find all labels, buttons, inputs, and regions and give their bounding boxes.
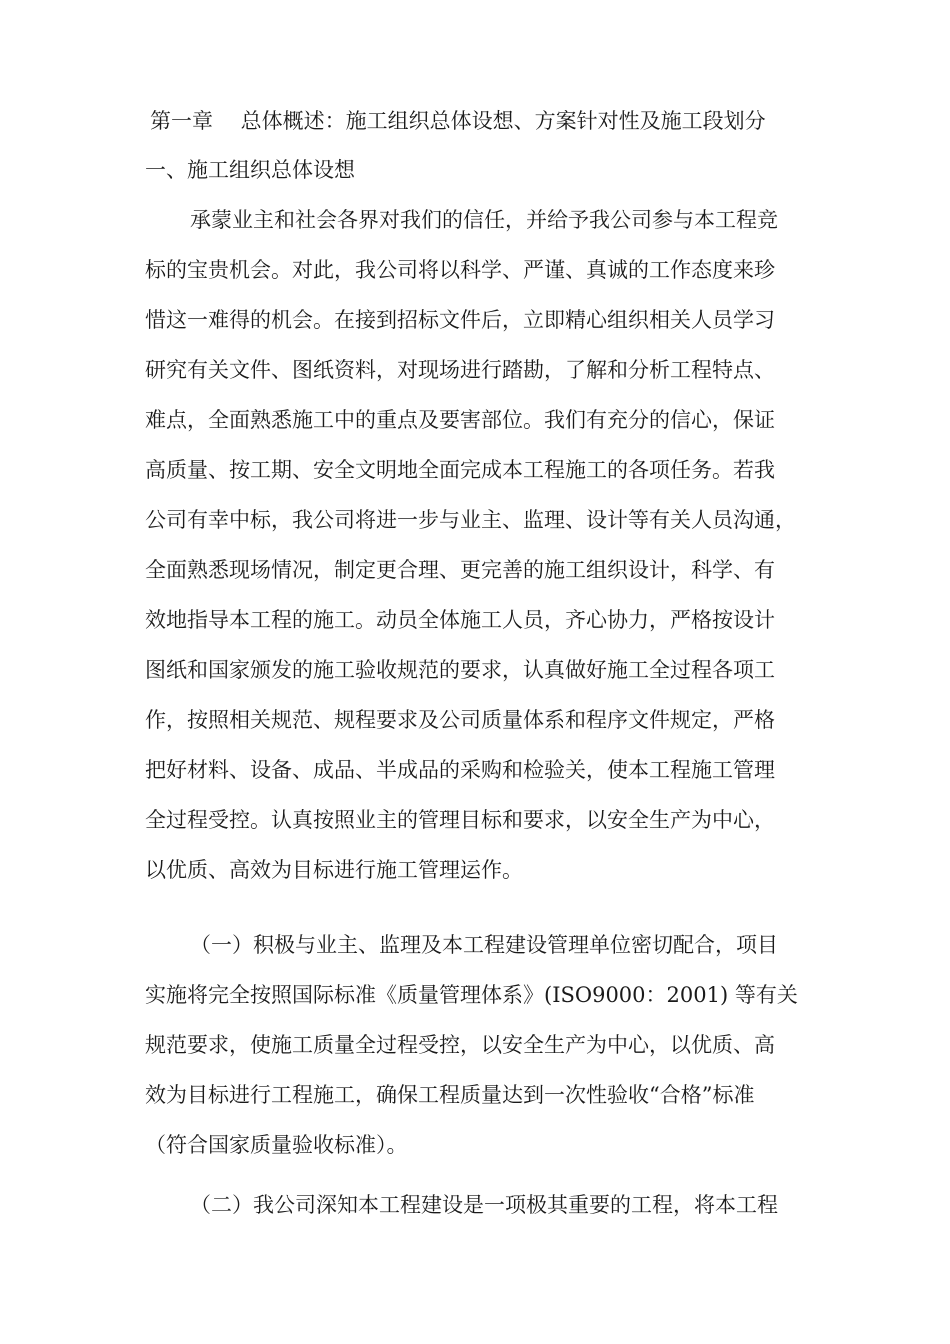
paragraph-line: 图纸和国家颁发的施工验收规范的要求，认真做好施工全过程各项工: [145, 658, 775, 682]
paragraph-line: 作，按照相关规范、规程要求及公司质量体系和程序文件规定，严格: [145, 708, 775, 732]
paragraph-line: 规范要求，使施工质量全过程受控，以安全生产为中心，以优质、高: [145, 1033, 775, 1057]
paragraph-line: 全过程受控。认真按照业主的管理目标和要求，以安全生产为中心，: [145, 808, 775, 832]
paragraph-line: 效为目标进行工程施工，确保工程质量达到一次性验收“合格”标准: [145, 1083, 755, 1107]
paragraph-line: 公司有幸中标，我公司将进一步与业主、监理、设计等有关人员沟通，: [145, 508, 796, 532]
paragraph-line: 标的宝贵机会。对此，我公司将以科学、严谨、真诚的工作态度来珍: [145, 258, 775, 282]
paragraph-line: 以优质、高效为目标进行施工管理运作。: [145, 858, 523, 882]
paragraph-line: 高质量、按工期、安全文明地全面完成本工程施工的各项任务。若我: [145, 458, 775, 482]
chapter-title: 第一章 总体概述：施工组织总体设想、方案针对性及施工段划分: [150, 109, 766, 133]
paragraph-line: 效地指导本工程的施工。动员全体施工人员，齐心协力，严格按设计: [145, 608, 775, 632]
paragraph-line: 惜这一难得的机会。在接到招标文件后，立即精心组织相关人员学习: [145, 308, 775, 332]
paragraph-line: 把好材料、设备、成品、半成品的采购和检验关，使本工程施工管理: [145, 758, 775, 782]
paragraph-line: （一）积极与业主、监理及本工程建设管理单位密切配合，项目: [190, 933, 778, 957]
paragraph-line: （二）我公司深知本工程建设是一项极其重要的工程，将本工程: [190, 1193, 778, 1217]
section-heading: 一、施工组织总体设想: [145, 158, 355, 182]
paragraph-line: 实施将完全按照国际标准《质量管理体系》(ISO9000：2001) 等有关: [145, 983, 798, 1007]
paragraph-line: 难点，全面熟悉施工中的重点及要害部位。我们有充分的信心，保证: [145, 408, 775, 432]
paragraph-line: 全面熟悉现场情况，制定更合理、更完善的施工组织设计，科学、有: [145, 558, 775, 582]
paragraph-line: 研究有关文件、图纸资料，对现场进行踏勘，了解和分析工程特点、: [145, 358, 775, 382]
paragraph-line: （符合国家质量验收标准）。: [145, 1133, 408, 1157]
paragraph-line: 承蒙业主和社会各界对我们的信任，并给予我公司参与本工程竞: [190, 208, 778, 232]
